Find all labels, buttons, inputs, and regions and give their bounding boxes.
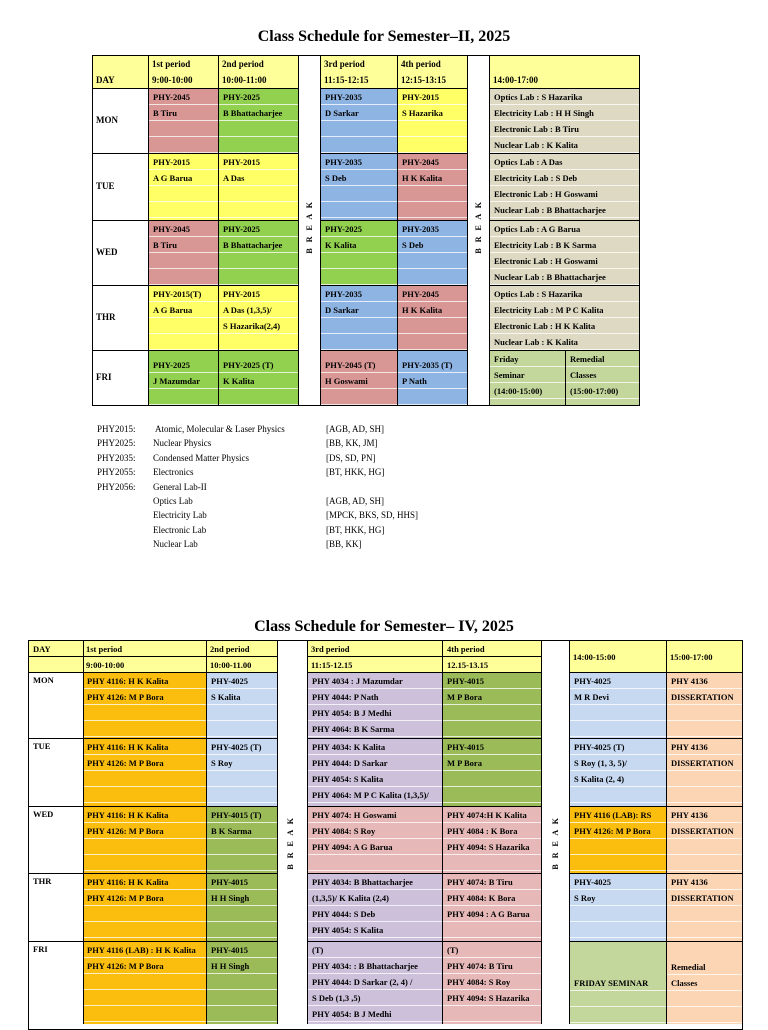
grid-line (28, 656, 277, 657)
grid-line (489, 285, 640, 286)
sem2-p1-cell-line: PHY-2045 (149, 89, 218, 105)
sem4-header-p1: 1st period (86, 644, 123, 654)
sem2-p2-cell-line: S Hazarika(2,4) (219, 318, 298, 334)
sem4-header-p5-time: 14:00-15:00 (573, 652, 616, 662)
sem2-friday-seminar-line: Seminar (490, 367, 565, 383)
sem4-p3-cell-line: PHY 4054: B J Medhi (308, 705, 442, 721)
legend-faculty: [BT, HKK, HG] (326, 467, 385, 478)
sem4-p3-cell-line: PHY 4034: : B Bhattacharjee (308, 958, 442, 974)
grid-line (569, 672, 743, 673)
sem4-p4-cell-line: PHY 4084: K Bora (443, 890, 541, 906)
grid-line (442, 640, 443, 1024)
sem4-p5-cell-line: S Roy (1, 3, 5)/ (570, 755, 666, 771)
sem2-p3-cell-line: PHY-2045 (T) (321, 357, 397, 373)
grid-line (28, 738, 277, 739)
grid-line (307, 672, 541, 673)
legend-course: Condensed Matter Physics (153, 452, 249, 463)
sem4-p3-cell-line: PHY 4044: P Nath (308, 689, 442, 705)
sem4-p5-cell-line: FRIDAY SEMINAR (570, 975, 666, 991)
sem4-p6-cell-line: Remedial (667, 959, 743, 975)
grid-line (569, 941, 743, 942)
legend-course: Electronics (153, 467, 194, 478)
grid-line (320, 88, 467, 89)
grid-line (397, 55, 398, 406)
sem2-p3-cell-line: PHY-2025 (321, 221, 397, 237)
sem4-p4-cell-line: PHY 4094: S Hazarika (443, 990, 541, 1006)
sem4-p3-cell-line: PHY 4064: M P C Kalita (1,3,5)/ (308, 787, 442, 803)
sem4-p3-cell-line: PHY 4084: S Roy (308, 823, 442, 839)
sem2-remedial-classes-line: (15:00-17:00) (566, 383, 640, 399)
sem4-p2-cell-line: PHY-4015 (T) (207, 807, 277, 823)
sem2-day-mon: MON (96, 114, 118, 125)
sem2-p2-cell-line: PHY-2025 (T) (219, 357, 298, 373)
sem4-p3-cell-line: PHY 4074: H Goswami (308, 807, 442, 823)
sem2-p4-cell-line: P Nath (398, 373, 467, 389)
sem2-day-thr: THR (96, 311, 116, 322)
sem2-p3-cell-line: PHY-2035 (321, 154, 397, 170)
legend-faculty: [DS, SD, PN] (326, 452, 376, 463)
sem2-p1-cell-line: B Tiru (149, 237, 218, 253)
sem4-p4-cell-line: PHY-4015 (443, 739, 541, 755)
grid-line (489, 88, 640, 89)
grid-line (307, 941, 541, 942)
sem2-p4-cell-line: H K Kalita (398, 302, 467, 318)
sem4-p4-cell-line: PHY-4015 (443, 673, 541, 689)
sem4-p1-cell-line: PHY 4116: H K Kalita (83, 739, 206, 755)
sem4-p4-cell-line: (T) (443, 942, 541, 958)
grid-line (569, 873, 743, 874)
sem2-p3-cell-line: PHY-2035 (321, 89, 397, 105)
sem4-header-p3-time: 11:15-12.15 (311, 660, 353, 670)
sem2-title: Class Schedule for Semester–II, 2025 (257, 28, 511, 45)
sem4-p4-cell-line: PHY 4084 : K Bora (443, 823, 541, 839)
legend-code: PHY2035: (97, 452, 136, 463)
sem4-p1-cell-line: PHY 4126: M P Bora (83, 958, 206, 974)
sem4-header-p2: 2nd period (210, 644, 250, 654)
sem2-lab-cell-line: Electricity Lab : H H Singh (490, 105, 640, 121)
sem4-header-day: DAY (33, 644, 51, 654)
legend-faculty: [BB, KK] (326, 539, 362, 550)
sem2-p3-cell-line: H Goswami (321, 373, 397, 389)
sem2-lab-cell-line: Nuclear Lab : K Kalita (490, 334, 640, 350)
sem2-p2-cell-line: B Bhattacharjee (219, 237, 298, 253)
sem2-header-day: DAY (96, 75, 115, 85)
sem4-break-label: B R E A K (551, 816, 560, 870)
legend-course: General Lab-II (153, 481, 207, 492)
grid-line (489, 350, 640, 351)
grid-line (666, 640, 667, 1024)
sem4-p3-cell-line: PHY 4054: S Kalita (308, 922, 442, 938)
sem4-day-fri: FRI (33, 944, 48, 954)
sem4-p1-cell-line: PHY 4126: M P Bora (83, 823, 206, 839)
legend-faculty: [MPCK, BKS, SD, HHS] (326, 510, 419, 521)
sem2-p4-cell-line: S Deb (398, 237, 467, 253)
sem2-p3-cell-line: S Deb (321, 170, 397, 186)
sem4-p2-cell-line: B K Sarma (207, 823, 277, 839)
sem4-p4-cell-line: PHY 4074: B Tiru (443, 874, 541, 890)
sem2-p1-cell-line: A G Barua (149, 302, 218, 318)
grid-line (92, 220, 298, 221)
sem2-day-fri: FRI (96, 372, 112, 382)
grid-line (467, 55, 468, 406)
sem4-p2-cell-line: PHY-4025 (207, 673, 277, 689)
sem4-p1-cell-line: PHY 4116: H K Kalita (83, 807, 206, 823)
grid-line (298, 55, 299, 406)
sem2-p4-cell-line: PHY-2045 (398, 154, 467, 170)
sem2-day-wed: WED (96, 246, 118, 257)
sem4-p3-cell-line: PHY 4034 : J Mazumdar (308, 673, 442, 689)
legend-faculty: [AGB, AD, SH] (326, 424, 385, 434)
sem2-p1-cell-line: PHY-2015 (149, 154, 218, 170)
grid-line (92, 153, 298, 154)
grid-line (541, 640, 542, 1024)
sem2-friday-seminar-line: (14:00-15:00) (490, 383, 565, 399)
legend-code: PHY2056: (97, 481, 136, 492)
sem4-p3-cell-line: S Deb (1,3 ,5) (308, 990, 442, 1006)
sem4-p4-cell-line: PHY 4074: B Tiru (443, 958, 541, 974)
sem2-header-p4: 4th period (401, 59, 441, 69)
sem4-p3-cell-line: PHY 4054: B J Medhi (308, 1006, 442, 1022)
sem4-p3-cell-line: PHY 4064: B K Sarma (308, 721, 442, 737)
sem4-p4-cell-line: PHY 4094 : A G Barua (443, 906, 541, 922)
grid-line (320, 350, 467, 351)
sem4-p4-cell-line: PHY 4094: S Hazarika (443, 839, 541, 855)
legend-faculty: [BB, KK, JM] (326, 438, 378, 449)
sem2-lab-cell-line: Electronic Lab : H Goswami (490, 253, 640, 269)
sem4-p5-cell-line: PHY 4126: M P Bora (570, 823, 666, 839)
sem2-header-p4-time: 12:15-13:15 (401, 75, 446, 85)
sem2-p1-cell-line: J Mazumdar (149, 373, 218, 389)
grid-line (218, 55, 219, 406)
sem4-day-wed: WED (33, 809, 54, 819)
sem4-p6-cell-line: Classes (667, 975, 743, 991)
sem4-header-p3: 3rd period (311, 644, 350, 654)
sem4-p5-cell-line: PHY-4025 (570, 673, 666, 689)
grid-line (92, 88, 298, 89)
sem4-border (28, 640, 743, 1030)
sem2-lab-cell-line: Electronic Lab : H K Kalita (490, 318, 640, 334)
sem4-p4-cell-line: PHY 4084: S Roy (443, 974, 541, 990)
sem4-p6-cell-line: DISSERTATION (667, 823, 743, 839)
grid-line (320, 285, 467, 286)
sem2-p2-cell-line: A Das (1,3,5)/ (219, 302, 298, 318)
sem2-p4-cell-line: PHY-2045 (398, 286, 467, 302)
sem2-p1-cell-line: PHY-2025 (149, 357, 218, 373)
sem2-lab-cell-line: Optics Lab : S Hazarika (490, 89, 640, 105)
sem4-p6-cell-line: PHY 4136 (667, 807, 743, 823)
grid-line (489, 153, 640, 154)
sem4-p2-cell-line: H H Singh (207, 890, 277, 906)
sem4-header-p1-time: 9:00-10:00 (86, 660, 125, 670)
grid-line (569, 806, 743, 807)
sem4-p5-cell-line: S Roy (570, 890, 666, 906)
sem4-p1-cell-line: PHY 4116 (LAB) : H K Kalita (83, 942, 206, 958)
grid-line (277, 640, 278, 1024)
sem2-lab-cell-line: Electronic Lab : H Goswami (490, 186, 640, 202)
sem4-p3-cell-line: (1,3,5)/ K Kalita (2,4) (308, 890, 442, 906)
sem2-lab-cell-line: Electricity Lab : S Deb (490, 170, 640, 186)
sem2-p3-cell-line: K Kalita (321, 237, 397, 253)
sem2-lab-cell-line: Optics Lab : A Das (490, 154, 640, 170)
sem2-lab-cell-line: Nuclear Lab : B Bhattacharjee (490, 202, 640, 218)
sem4-p5-cell-line: M R Devi (570, 689, 666, 705)
sem2-header-p3-time: 11:15-12:15 (324, 75, 369, 85)
sem2-p1-cell-line: PHY-2045 (149, 221, 218, 237)
grid-line (28, 941, 277, 942)
grid-line (307, 873, 541, 874)
sem2-border (92, 55, 640, 406)
sem2-header-lab-time: 14:00-17:00 (493, 75, 538, 85)
sem4-p1-cell-line: PHY 4126: M P Bora (83, 890, 206, 906)
legend-course: Electricity Lab (153, 510, 207, 521)
grid-line (307, 806, 541, 807)
sem2-p2-cell-line: PHY-2015 (219, 154, 298, 170)
sem4-p1-cell-line: PHY 4126: M P Bora (83, 755, 206, 771)
grid-line (489, 220, 640, 221)
sem4-p2-cell-line: H H Singh (207, 958, 277, 974)
grid-line (569, 738, 743, 739)
legend-course: Optics Lab (153, 496, 193, 506)
sem2-remedial-classes-line: Remedial (566, 351, 640, 367)
sem2-p2-cell-line: PHY-2025 (219, 221, 298, 237)
sem2-p4-cell-line: H K Kalita (398, 170, 467, 186)
sem4-p3-cell-line: (T) (308, 942, 442, 958)
grid-line (307, 656, 541, 657)
sem2-p3-cell-line: PHY-2035 (321, 286, 397, 302)
grid-line (569, 640, 570, 1024)
sem2-p2-cell-line: B Bhattacharjee (219, 105, 298, 121)
legend-code: PHY2055: (97, 467, 136, 478)
sem2-day-tue: TUE (96, 180, 115, 191)
sem4-header-p6-time: 15:00-17:00 (670, 652, 713, 662)
legend-course: Nuclear Lab (153, 539, 198, 550)
sem4-p4-cell-line: M P Bora (443, 755, 541, 771)
sem2-p1-cell-line: A G Barua (149, 170, 218, 186)
sem4-p6-cell-line: PHY 4136 (667, 874, 743, 890)
sem2-lab-cell-line: Nuclear Lab : B Bhattacharjee (490, 269, 640, 285)
sem4-p3-cell-line: PHY 4044: D Sarkar (2, 4) / (308, 974, 442, 990)
sem4-p4-cell-line: M P Bora (443, 689, 541, 705)
sem2-header-p1: 1st period (152, 59, 191, 69)
sem2-header-p1-time: 9:00-10:00 (152, 75, 193, 85)
grid-line (320, 220, 467, 221)
sem4-p1-cell-line: PHY 4116: H K Kalita (83, 874, 206, 890)
legend-faculty: [AGB, AD, SH] (326, 496, 385, 506)
sem2-lab-cell-line: Optics Lab : A G Barua (490, 221, 640, 237)
sem2-header-p2-time: 10:00-11:00 (222, 75, 267, 85)
sem2-lab-cell-line: Electricity Lab : M P C Kalita (490, 302, 640, 318)
legend-course: Atomic, Molecular & Laser Physics (155, 424, 285, 434)
sem4-p6-cell-line: DISSERTATION (667, 755, 743, 771)
sem4-p5-cell-line: PHY-4025 (T) (570, 739, 666, 755)
sem4-p2-cell-line: PHY-4025 (T) (207, 739, 277, 755)
sem2-p3-cell-line: D Sarkar (321, 105, 397, 121)
sem2-p4-cell-line: PHY-2015 (398, 89, 467, 105)
sem4-p2-cell-line: S Roy (207, 755, 277, 771)
sem4-p1-cell-line: PHY 4116: H K Kalita (83, 673, 206, 689)
sem4-title: Class Schedule for Semester– IV, 2025 (254, 618, 514, 635)
grid-line (320, 153, 467, 154)
grid-line (28, 806, 277, 807)
sem2-p1-cell-line: PHY-2015(T) (149, 286, 218, 302)
sem2-break-label: B R E A K (474, 200, 483, 254)
sem4-p3-cell-line: PHY 4044: D Sarkar (308, 755, 442, 771)
sem4-p6-cell-line: PHY 4136 (667, 739, 743, 755)
sem2-remedial-classes-line: Classes (566, 367, 640, 383)
sem2-lab-cell-line: Electronic Lab : B Tiru (490, 121, 640, 137)
sem2-header-p2: 2nd period (222, 59, 264, 69)
grid-line (83, 640, 84, 1024)
legend-code: PHY2025: (97, 438, 136, 449)
grid-line (92, 285, 298, 286)
sem4-p3-cell-line: PHY 4054: S Kalita (308, 771, 442, 787)
grid-line (565, 350, 566, 406)
sem2-lab-cell-line: Nuclear Lab : K Kalita (490, 137, 640, 153)
sem4-p5-cell-line: PHY 4116 (LAB): RS (570, 807, 666, 823)
sem4-p5-cell-line: S Kalita (2, 4) (570, 771, 666, 787)
grid-line (307, 640, 308, 1024)
sem2-p2-cell-line: PHY-2025 (219, 89, 298, 105)
sem4-p6-cell-line: DISSERTATION (667, 689, 743, 705)
sem2-p1-cell-line: B Tiru (149, 105, 218, 121)
sem4-p5-cell-line: PHY-4025 (570, 874, 666, 890)
sem4-header-p4-time: 12.15-13.15 (447, 660, 489, 670)
sem4-day-mon: MON (33, 675, 54, 685)
sem2-header-p3: 3rd period (324, 59, 365, 69)
grid-line (28, 873, 277, 874)
sem4-p2-cell-line: PHY-4015 (207, 874, 277, 890)
legend-faculty: [BT, HKK, HG] (326, 524, 385, 535)
grid-line (92, 350, 298, 351)
grid-line (307, 738, 541, 739)
sem2-p2-cell-line: A Das (219, 170, 298, 186)
sem4-p3-cell-line: PHY 4044: S Deb (308, 906, 442, 922)
sem4-day-thr: THR (33, 876, 52, 886)
grid-line (206, 640, 207, 1024)
sem4-p4-cell-line: PHY 4074:H K Kalita (443, 807, 541, 823)
sem2-p4-cell-line: S Hazarika (398, 105, 467, 121)
sem4-p6-cell-line: DISSERTATION (667, 890, 743, 906)
grid-line (320, 55, 321, 406)
sem4-break-label: B R E A K (286, 816, 295, 870)
grid-line (148, 55, 149, 406)
sem2-lab-cell-line: Optics Lab : S Hazarika (490, 286, 640, 302)
grid-line (28, 672, 277, 673)
sem4-p3-cell-line: PHY 4034: B Bhattacharjee (308, 874, 442, 890)
sem2-p2-cell-line: K Kalita (219, 373, 298, 389)
sem4-p3-cell-line: PHY 4034: K Kalita (308, 739, 442, 755)
sem2-break-label: B R E A K (305, 200, 314, 254)
sem2-p4-cell-line: PHY-2035 (398, 221, 467, 237)
sem4-header-p4: 4th period (447, 644, 485, 654)
sem4-p2-cell-line: S Kalita (207, 689, 277, 705)
sem2-p3-cell-line: D Sarkar (321, 302, 397, 318)
sem4-p1-cell-line: PHY 4126: M P Bora (83, 689, 206, 705)
sem2-p4-cell-line: PHY-2035 (T) (398, 357, 467, 373)
sem2-p2-cell-line: PHY-2015 (219, 286, 298, 302)
sem2-friday-seminar-line: Friday (490, 351, 565, 367)
legend-code: PHY2015: (97, 424, 136, 434)
legend-course: Nuclear Physics (153, 438, 212, 449)
sem4-p6-cell-line: PHY 4136 (667, 673, 743, 689)
sem4-p2-cell-line: PHY-4015 (207, 942, 277, 958)
sem2-lab-cell-line: Electricity Lab : B K Sarma (490, 237, 640, 253)
sem4-p3-cell-line: PHY 4094: A G Barua (308, 839, 442, 855)
sem4-header-p2-time: 10:00-11.00 (210, 660, 252, 670)
legend-course: Electronic Lab (153, 524, 207, 535)
grid-line (489, 55, 490, 406)
sem4-day-tue: TUE (33, 741, 51, 751)
